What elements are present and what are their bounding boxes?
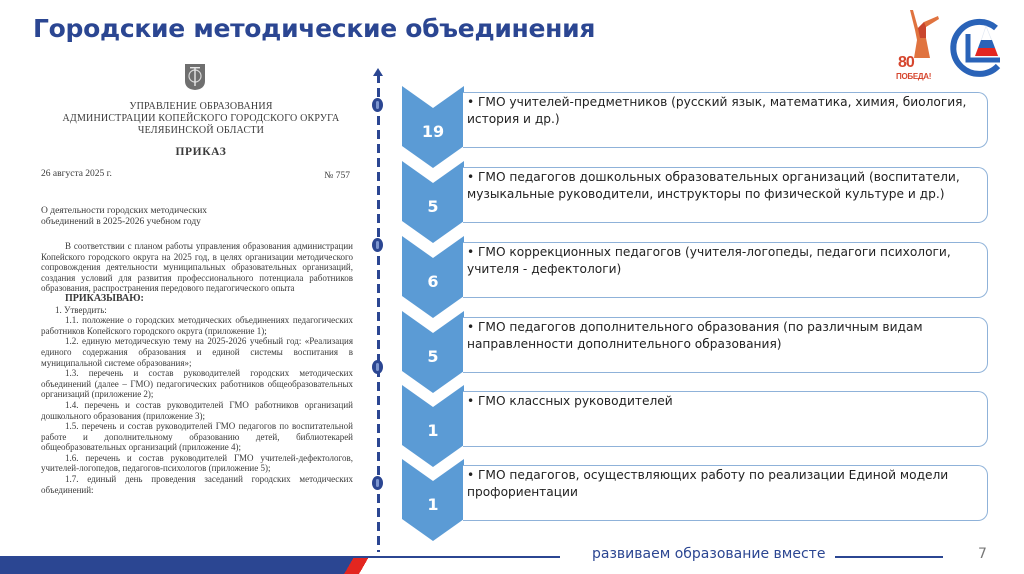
- doc-org-line-1: УПРАВЛЕНИЕ ОБРАЗОВАНИЯ: [129, 101, 273, 112]
- gmo-card: [463, 465, 988, 521]
- gmo-text: ГМО учителей-предметников (русский язык, математика, химия, биология, история и др.): [467, 95, 967, 126]
- bullet-icon: •: [467, 394, 475, 408]
- footer-brand-bar: [0, 558, 356, 574]
- doc-number: № 757: [324, 171, 350, 181]
- doc-item: 1.1. положение о городских методических объединениях педагогических работников Копейского городского округа (приложение 1);: [41, 315, 353, 336]
- coat-of-arms-icon: [184, 63, 206, 91]
- doc-item: 1.7. единый день проведения заседаний городских методических объединений:: [41, 474, 353, 495]
- doc-preamble: В соответствии с планом работы управления образования администрации Копейского городского округа на 2025 год, в целях организации методического сопровождения деятельности муниципальных образовательных организаций, создания условий для развития профессионального потенциала работников образования, распространения передового педагогического опыта: [41, 241, 353, 294]
- doc-order-word: ПРИКАЗЫВАЮ:: [65, 292, 144, 304]
- gmo-list-item: [402, 167, 992, 227]
- doc-date: 26 августа 2025 г.: [41, 169, 112, 179]
- doc-item: 1.2. единую методическую тему на 2025-2026 учебный год: «Реализация единого содержания образования и единой системы воспитания в муниципальной системе образования»;: [41, 336, 353, 368]
- timeline-node-icon: [372, 476, 383, 490]
- gmo-list-item: [402, 242, 992, 302]
- arrow-up-icon: [373, 68, 383, 76]
- bullet-icon: •: [467, 170, 475, 184]
- doc-type: ПРИКАЗ: [175, 146, 227, 158]
- bullet-icon: •: [467, 95, 475, 109]
- doc-subject: О деятельности городских методических объединений в 2025-2026 учебном году: [41, 206, 208, 227]
- timeline: [376, 68, 380, 552]
- gmo-count: 5: [427, 347, 439, 366]
- timeline-node-icon: [372, 98, 383, 112]
- gmo-text: ГМО педагогов дополнительного образования (по различным видам направленности дополнительного образования): [467, 320, 923, 351]
- doc-item: 1.5. перечень и состав руководителей ГМО педагогов по воспитательной работе и дополнительному образованию детей, библиотекарей общеобразовательных организаций (приложение 4);: [41, 421, 353, 453]
- bullet-icon: •: [467, 468, 475, 482]
- bullet-icon: •: [467, 320, 475, 334]
- page-number: 7: [978, 546, 987, 562]
- timeline-node-icon: [372, 238, 383, 252]
- gmo-count: 19: [421, 122, 445, 141]
- gmo-text: ГМО педагогов дошкольных образовательных организаций (воспитатели, музыкальные руководители, инструкторы по физической культуре и др.): [467, 170, 960, 201]
- doc-org-line-2: АДМИНИСТРАЦИИ КОПЕЙСКОГО ГОРОДСКОГО ОКРУГА: [62, 113, 340, 124]
- page-title: Городские методические объединения: [33, 14, 596, 43]
- victory-word: ПОБЕДА!: [896, 72, 932, 81]
- order-document-scan: [40, 58, 362, 528]
- gmo-text: ГМО классных руководителей: [478, 394, 673, 408]
- doc-org-line-3: ЧЕЛЯБИНСКОЙ ОБЛАСТИ: [137, 125, 265, 136]
- gmo-card: [463, 92, 988, 148]
- victory-number: 80: [898, 54, 914, 71]
- bullet-icon: •: [467, 245, 475, 259]
- gmo-count: 6: [427, 272, 439, 291]
- gmo-text: ГМО педагогов, осуществляющих работу по реализации Единой модели профориентации: [467, 468, 949, 499]
- gmo-text: ГМО коррекционных педагогов (учителя-логопеды, педагоги психологи, учителя - дефектологи): [467, 245, 951, 276]
- gmo-list: [402, 0, 992, 574]
- gmo-card: [463, 167, 988, 223]
- timeline-node-icon: [372, 360, 383, 374]
- footer-red-stripe: [340, 558, 370, 574]
- gmo-list-item: [402, 92, 992, 152]
- doc-item: 1.3. перечень и состав руководителей городских методических объединений (далее – ГМО) педагогических работников общеобразовательных организаций (приложение 2);: [41, 368, 353, 400]
- doc-item-1: 1. Утвердить:: [55, 304, 107, 315]
- doc-item: 1.6. перечень и состав руководителей ГМО учителей-дефектологов, учителей-логопедов, педагогов-психологов (приложение 5);: [41, 452, 353, 474]
- footer-divider-right: [835, 556, 943, 558]
- gmo-card: [463, 242, 988, 298]
- gmo-list-item: [402, 465, 992, 525]
- gmo-list-item: [402, 317, 992, 377]
- gmo-card: [463, 391, 988, 447]
- gmo-count: 1: [427, 495, 439, 514]
- gmo-count: 5: [427, 197, 439, 216]
- gmo-card: [463, 317, 988, 373]
- doc-body: [41, 241, 353, 495]
- footer-slogan: развиваем образование вместе: [592, 546, 826, 562]
- gmo-list-item: [402, 391, 992, 451]
- doc-item: 1.4. перечень и состав руководителей ГМО работников организаций дошкольного образования (приложение 3);: [41, 399, 353, 421]
- gmo-count: 1: [427, 421, 439, 440]
